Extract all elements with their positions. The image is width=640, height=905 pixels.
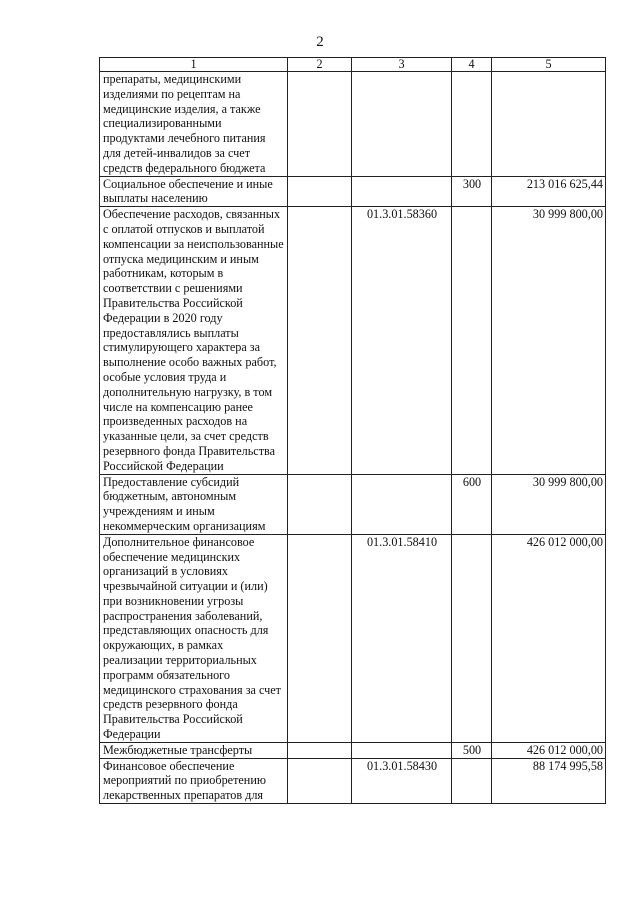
- table-row: [100, 758, 606, 803]
- row-expense-type: 600: [452, 474, 492, 534]
- row-expense-type: [452, 758, 492, 803]
- header-col-3: 3: [352, 58, 452, 72]
- row-name: препараты, медицинскими изделиями по рецептам на медицинские изделия, а также специализированными продуктами лечебного питания для детей-инвалидов за счет средств федерального бюджета: [100, 72, 288, 177]
- row-target-code: [352, 176, 452, 207]
- budget-table: [99, 57, 606, 804]
- row-col2: [288, 742, 352, 758]
- row-expense-type: [452, 207, 492, 474]
- row-target-code: [352, 742, 452, 758]
- row-expense-type: 300: [452, 176, 492, 207]
- header-col-5: 5: [492, 58, 606, 72]
- row-target-code: [352, 474, 452, 534]
- row-amount: 30 999 800,00: [492, 474, 606, 534]
- row-name: Межбюджетные трансферты: [100, 742, 288, 758]
- header-col-2: 2: [288, 58, 352, 72]
- row-amount: [492, 72, 606, 177]
- row-name: Обеспечение расходов, связанных с оплатой отпусков и выплатой компенсации за неиспользованные отпуска медицинским и иным работникам, которым в соответствии с решениями Правительства Российской Федерации в 2020 году предоставлялись выплаты стимулирующего характера за выполнение особо важных работ, особые условия труда и дополнительную нагрузку, в том числе на компенсацию ранее произведенных расходов на указанные цели, за счет средств резервного фонда Правительства Российской Федерации: [100, 207, 288, 474]
- row-expense-type: [452, 534, 492, 742]
- table-row: [100, 742, 606, 758]
- row-name: Предоставление субсидий бюджетным, автономным учреждениям и иным некоммерческим организациям: [100, 474, 288, 534]
- row-expense-type: [452, 72, 492, 177]
- table-row: [100, 474, 606, 534]
- row-amount: 30 999 800,00: [492, 207, 606, 474]
- row-name: Социальное обеспечение и иные выплаты населению: [100, 176, 288, 207]
- row-name: Финансовое обеспечение мероприятий по приобретению лекарственных препаратов для: [100, 758, 288, 803]
- row-col2: [288, 72, 352, 177]
- row-col2: [288, 758, 352, 803]
- row-col2: [288, 176, 352, 207]
- header-row: [100, 58, 606, 72]
- row-amount: 426 012 000,00: [492, 534, 606, 742]
- row-target-code: 01.3.01.58360: [352, 207, 452, 474]
- row-expense-type: 500: [452, 742, 492, 758]
- row-col2: [288, 474, 352, 534]
- row-amount: 426 012 000,00: [492, 742, 606, 758]
- row-col2: [288, 534, 352, 742]
- row-target-code: 01.3.01.58430: [352, 758, 452, 803]
- table-row: [100, 72, 606, 177]
- table-row: [100, 207, 606, 474]
- row-target-code: [352, 72, 452, 177]
- table-row: [100, 534, 606, 742]
- row-name: Дополнительное финансовое обеспечение медицинских организаций в условиях чрезвычайной ситуации и (или) при возникновении угрозы распространения заболеваний, представляющих опасность для окружающих, в рамках реализации территориальных программ обязательного медицинского страхования за счет средств резервного фонда Правительства Российской Федерации: [100, 534, 288, 742]
- header-col-1: 1: [100, 58, 288, 72]
- table-row: [100, 176, 606, 207]
- row-target-code: 01.3.01.58410: [352, 534, 452, 742]
- row-amount: 213 016 625,44: [492, 176, 606, 207]
- row-col2: [288, 207, 352, 474]
- header-col-4: 4: [452, 58, 492, 72]
- page-number: 2: [316, 34, 324, 50]
- row-amount: 88 174 995,58: [492, 758, 606, 803]
